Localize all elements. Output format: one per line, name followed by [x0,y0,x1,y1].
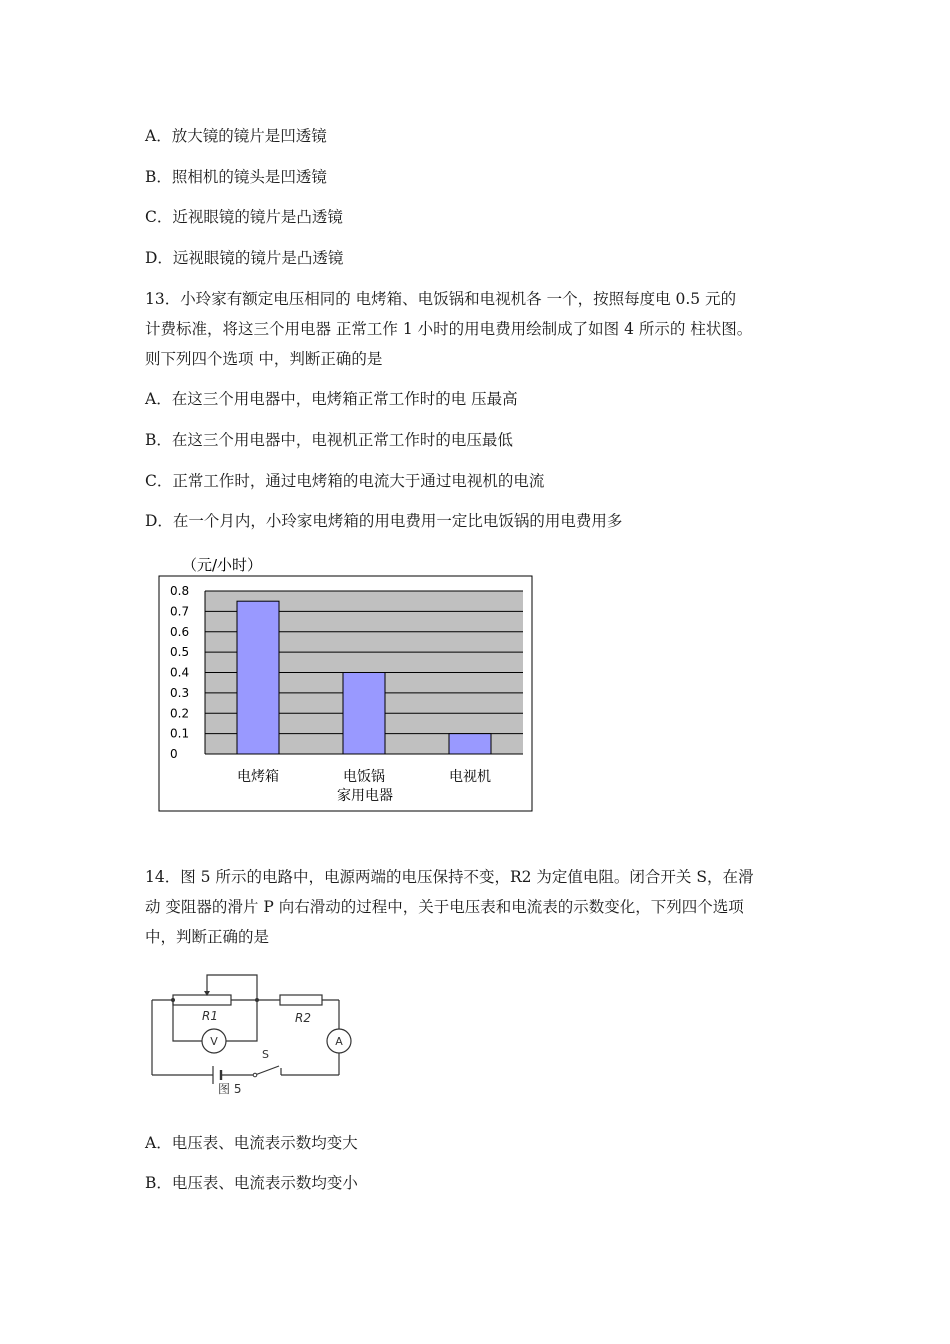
bar-2 [343,673,385,755]
q14-stem-line-1: 14．图 5 所示的电路中，电源两端的电压保持不变，R2 为定值电阻。闭合开关 S，在滑 [145,868,754,886]
slider-wire [207,975,257,1000]
y-tick-label: 0.2 [170,706,190,721]
q13-stem-line-3: 则下列四个选项 中，判断正确的是 [145,350,383,368]
q14-option-a: A．电压表、电流表示数均变大 [145,1134,358,1152]
q13-option-a: A．在这三个用电器中，电烤箱正常工作时的电 压最高 [145,390,518,408]
x-tick-label: 电视机 [449,769,491,785]
q12-option-d: D．远视眼镜的镜片是凸透镜 [145,249,344,267]
x-tick-label: 电饭锅 [343,769,385,785]
figure-5-caption: 图 5 [218,1082,242,1096]
q12-option-a: A．放大镜的镜片是凹透镜 [145,127,327,145]
y-tick-label: 0.1 [170,726,190,741]
y-tick-label: 0.7 [170,604,190,619]
node-dot [171,998,175,1002]
q13-stem-line-1: 13．小玲家有额定电压相同的 电烤箱、电饭锅和电视机各 一个，按照每度电 0.5 元的 [145,290,737,308]
voltmeter-wire-left [173,1000,202,1041]
resistor-r2 [280,995,322,1005]
rheostat-r1 [173,995,231,1005]
q13-option-b: B．在这三个用电器中，电视机正常工作时的电压最低 [145,431,513,449]
chart-x-axis-label: 家用电器 [337,788,393,804]
chart-y-axis-label: （元/小时） [182,556,263,574]
q14-stem-line-3: 中，判断正确的是 [145,928,270,946]
y-tick-label: 0.5 [170,645,190,660]
q13-stem [145,284,825,374]
voltmeter-wire-right [226,1000,257,1041]
y-tick-label: 0.4 [170,665,190,680]
switch-label: S [262,1048,269,1061]
q14-option-b: B．电压表、电流表示数均变小 [145,1174,358,1192]
voltmeter-label: V [210,1035,218,1048]
ammeter-label: A [335,1035,343,1048]
switch-blade [255,1066,279,1075]
q13-option-c: C．正常工作时，通过电烤箱的电流大于通过电视机的电流 [145,472,545,490]
switch-contact [253,1073,257,1077]
node-dot [255,998,259,1002]
r2-label: R2 [295,1011,311,1025]
x-tick-label: 电烤箱 [237,769,279,785]
r1-label: R1 [202,1009,218,1023]
q13-stem-line-2: 计费标准，将这三个用电器 正常工作 1 小时的用电费用绘制成了如图 4 所示的 柱状图。 [145,320,753,338]
y-tick-label: 0.6 [170,624,190,639]
q12-option-b: B．照相机的镜头是凹透镜 [145,168,327,186]
y-tick-label: 0.8 [170,584,190,598]
q12-option-c: C．近视眼镜的镜片是凸透镜 [145,208,343,226]
q13-option-d: D．在一个月内，小玲家电烤箱的用电费用一定比电饭锅的用电费用多 [145,512,623,530]
q14-stem-line-2: 动 变阻器的滑片 P 向右滑动的过程中，关于电压表和电流表的示数变化，下列四个选项 [145,898,744,916]
q14-stem [145,862,825,952]
electricity-cost-bar-chart [158,552,538,814]
y-tick-label: 0.3 [170,685,190,700]
y-tick-label: 0 [170,747,178,761]
bar-3 [449,734,491,754]
circuit-diagram [145,965,365,1100]
bar-1 [237,601,279,754]
